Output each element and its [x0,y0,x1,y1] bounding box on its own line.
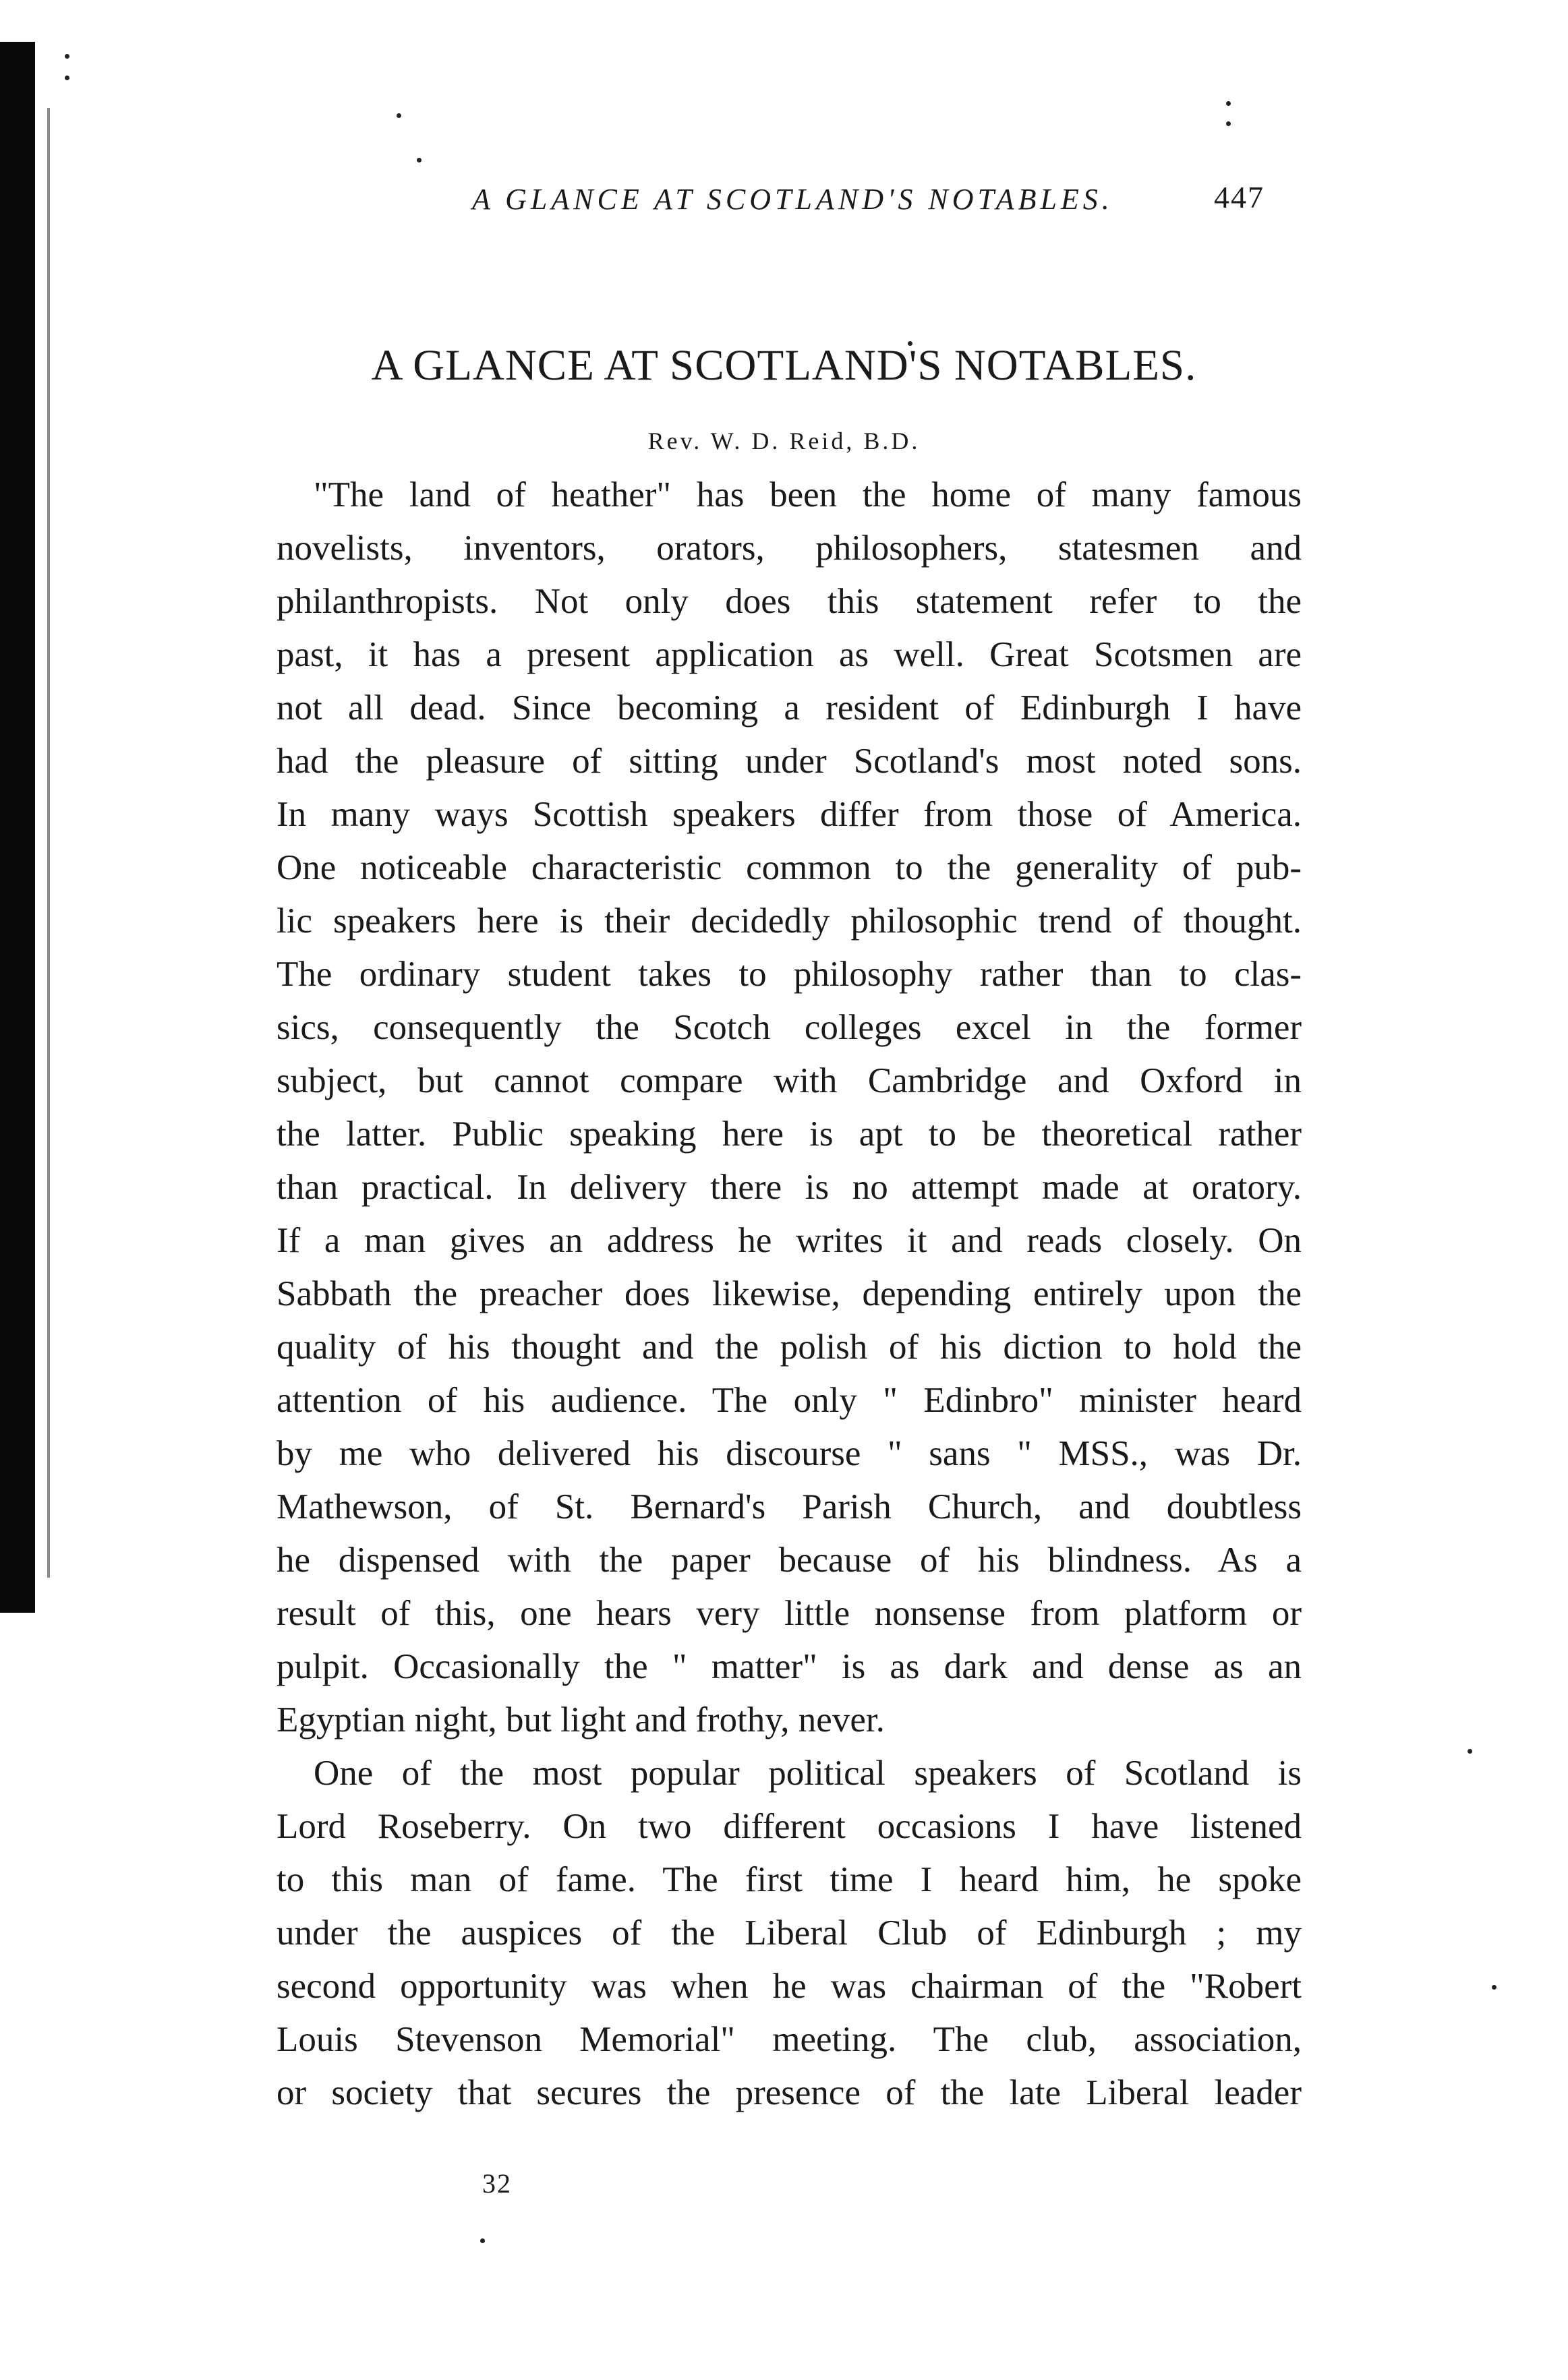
text-line: Lord Roseberry. On two different occasions I have listened [277,1807,1302,1846]
scan-speck [65,54,69,59]
text-line: novelists, inventors, orators, philosophers, statesmen and [277,529,1302,568]
scan-speck [1492,1985,1497,1990]
text-line: pulpit. Occasionally the " matter" is as dark and dense as an [277,1647,1302,1686]
text-line: past, it has a present application as well. Great Scotsmen are [277,635,1302,674]
article-body [277,469,1302,2120]
text-line: not all dead. Since becoming a resident of Edinburgh I have [277,688,1302,727]
text-line: the latter. Public speaking here is apt to be theoretical rather [277,1114,1302,1154]
text-line: One of the most popular political speakers of Scotland is [314,1754,1302,1793]
text-line: attention of his audience. The only " Edinbro" minister heard [277,1381,1302,1420]
running-head [0,177,1568,224]
text-line: Mathewson, of St. Bernard's Parish Church, and doubtless [277,1487,1302,1526]
scan-edge-shadow [0,42,35,1613]
text-line: "The land of heather" has been the home of many famous [314,475,1302,514]
scan-speck [397,113,401,118]
running-head-title: A GLANCE AT SCOTLAND'S NOTABLES. [472,183,1113,216]
text-line: he dispensed with the paper because of his blindness. As a [277,1541,1302,1580]
text-line: If a man gives an address he writes it and reads closely. On [277,1221,1302,1260]
text-line: under the auspices of the Liberal Club of Edinburgh ; my [277,1913,1302,1953]
article-title: A GLANCE AT SCOTLAND'S NOTABLES. [371,341,1197,390]
text-line: Egyptian night, but light and frothy, never. [277,1700,885,1739]
scan-speck [65,76,69,80]
text-line: The ordinary student takes to philosophy rather than to clas- [277,955,1302,994]
text-line: result of this, one hears very little nonsense from platform or [277,1594,1302,1633]
text-line: by me who delivered his discourse " sans " MSS., was Dr. [277,1434,1302,1473]
scan-speck [417,158,422,162]
text-line: to this man of fame. The first time I heard him, he spoke [277,1860,1302,1899]
text-line: sics, consequently the Scotch colleges excel in the former [277,1008,1302,1047]
text-line: quality of his thought and the polish of his diction to hold the [277,1328,1302,1367]
text-line: subject, but cannot compare with Cambridge and Oxford in [277,1061,1302,1100]
author-byline: Rev. W. D. Reid, B.D. [647,427,921,454]
text-line: lic speakers here is their decidedly philosophic trend of thought. [277,901,1302,941]
scan-speck [480,2238,485,2243]
paragraph-1 [277,469,1302,1747]
text-line: Sabbath the preacher does likewise, depending entirely upon the [277,1274,1302,1313]
text-line: than practical. In delivery there is no attempt made at oratory. [277,1168,1302,1207]
page-number: 447 [1214,180,1265,214]
text-line: Louis Stevenson Memorial" meeting. The club, association, [277,2020,1302,2059]
text-line: second opportunity was when he was chairman of the "Robert [277,1967,1302,2006]
scan-speck [1468,1749,1472,1754]
text-line: had the pleasure of sitting under Scotland's most noted sons. [277,742,1302,781]
text-line: or society that secures the presence of the late Liberal leader [277,2073,1302,2112]
scan-speck [1226,101,1231,106]
paragraph-2 [277,1747,1302,2120]
scan-speck [1226,121,1231,126]
text-line: philanthropists. Not only does this statement refer to the [277,582,1302,621]
text-line: In many ways Scottish speakers differ from those of America. [277,795,1302,834]
signature-mark: 32 [482,2168,512,2199]
text-line: One noticeable characteristic common to the generality of pub- [277,848,1302,887]
scan-edge-line [47,108,50,1578]
